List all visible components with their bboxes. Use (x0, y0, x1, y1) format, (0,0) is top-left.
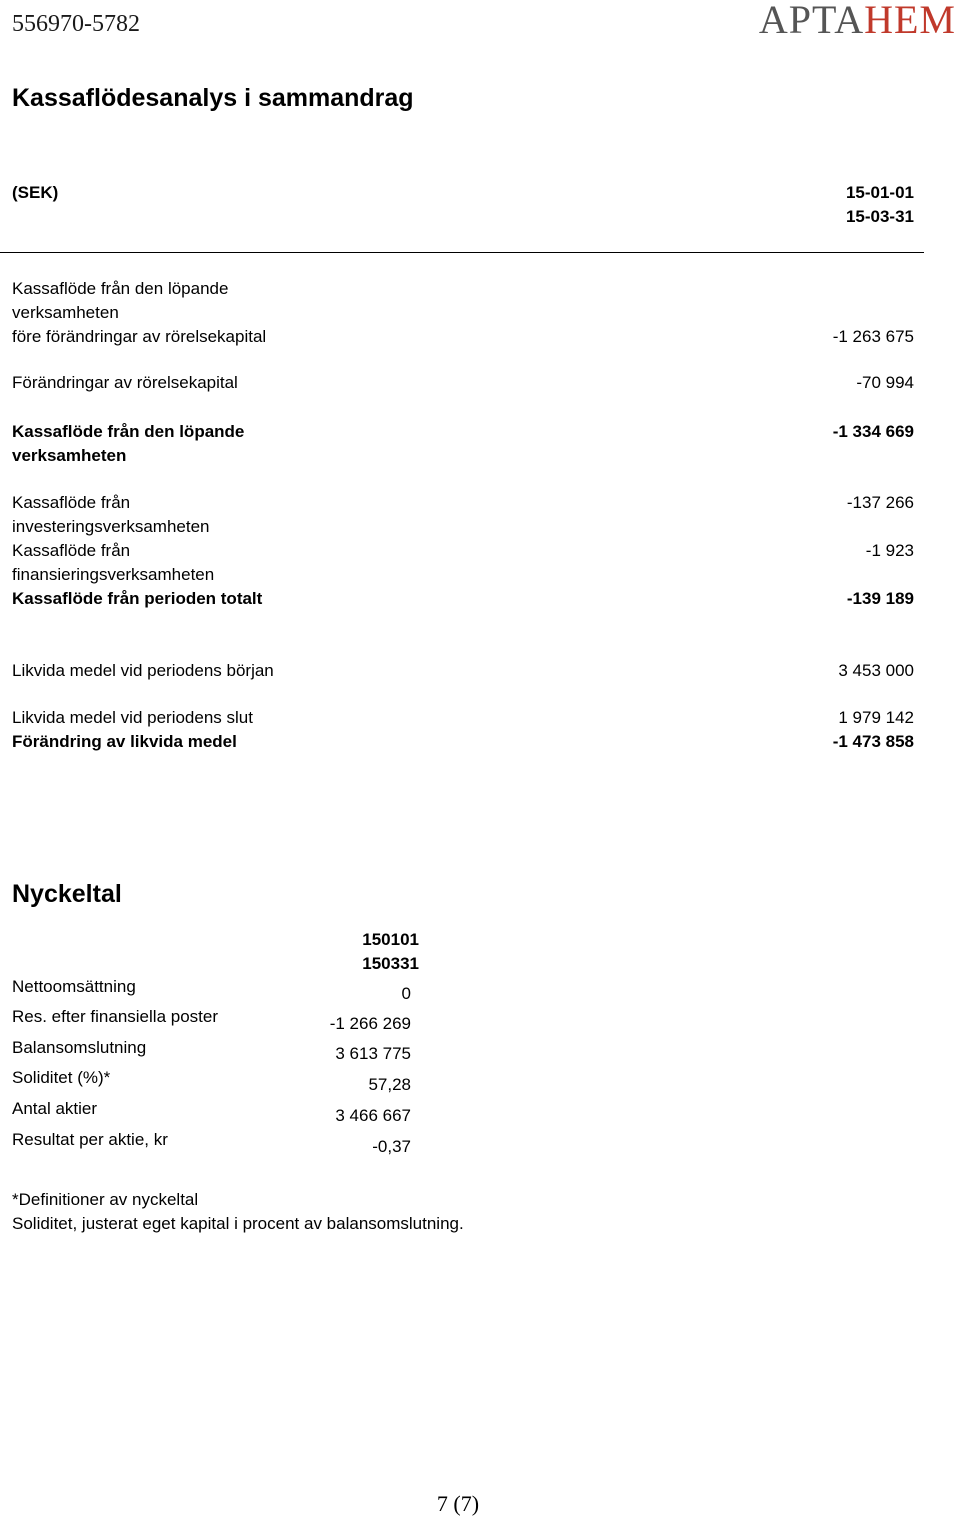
row-label: investeringsverksamheten (12, 517, 210, 536)
row-label: Förändring av likvida medel (12, 732, 237, 751)
row-label: Kassaflöde från den löpande (12, 422, 245, 441)
row-value: -1 334 669 (832, 422, 914, 441)
kpi-period-end: 150331 (362, 954, 419, 973)
row-label: Kassaflöde från perioden totalt (12, 589, 263, 608)
row-value: -139 189 (846, 589, 914, 608)
kpi-label: Res. efter finansiella poster (12, 1007, 218, 1026)
kpi-label: Nettoomsättning (12, 977, 136, 996)
logo-part-apta: APTA (758, 0, 865, 42)
row-value: -137 266 (846, 493, 914, 512)
kpi-section-title: Nyckeltal (12, 880, 122, 908)
org-number: 556970-5782 (12, 11, 140, 37)
row-label: Kassaflöde från den löpande (12, 279, 229, 298)
row-label: Förändringar av rörelsekapital (12, 373, 238, 392)
kpi-value: 3 466 667 (335, 1106, 411, 1125)
row-value: -1 473 858 (832, 732, 914, 751)
page-title: Kassaflödesanalys i sammandrag (12, 84, 414, 112)
period-start: 15-01-01 (845, 183, 914, 202)
row-label: verksamheten (12, 446, 127, 465)
row-label: Kassaflöde från (12, 493, 131, 512)
company-logo (759, 0, 956, 40)
row-value: 1 979 142 (838, 708, 914, 727)
row-label: verksamheten (12, 303, 119, 322)
logo-part-hem: HEM (864, 0, 956, 42)
kpi-label: Balansomslutning (12, 1038, 147, 1057)
kpi-label: Antal aktier (12, 1099, 98, 1118)
kpi-value: -1 266 269 (329, 1014, 411, 1033)
kpi-value: 57,28 (368, 1075, 411, 1094)
row-value: -70 994 (856, 373, 914, 392)
row-value: -1 263 675 (832, 327, 914, 346)
footnote-heading: *Definitioner av nyckeltal (12, 1190, 199, 1209)
row-label: Kassaflöde från (12, 541, 131, 560)
row-value: 3 453 000 (838, 661, 914, 680)
page-number: 7 (7) (436, 1491, 480, 1516)
currency-label: (SEK) (12, 183, 59, 202)
kpi-value: -0,37 (372, 1137, 411, 1156)
kpi-period-start: 150101 (362, 930, 419, 949)
row-label: finansieringsverksamheten (12, 565, 215, 584)
row-label: före förändringar av rörelsekapital (12, 327, 267, 346)
period-end: 15-03-31 (845, 207, 914, 226)
kpi-label: Resultat per aktie, kr (12, 1130, 168, 1149)
kpi-label: Soliditet (%)* (12, 1068, 111, 1087)
row-value: -1 923 (865, 541, 914, 560)
kpi-value: 0 (401, 984, 411, 1003)
header-divider (0, 252, 924, 253)
row-label: Likvida medel vid periodens början (12, 661, 274, 680)
kpi-value: 3 613 775 (335, 1044, 411, 1063)
row-label: Likvida medel vid periodens slut (12, 708, 253, 727)
footnote-text: Soliditet, justerat eget kapital i procent av balansomslutning. (12, 1214, 464, 1233)
